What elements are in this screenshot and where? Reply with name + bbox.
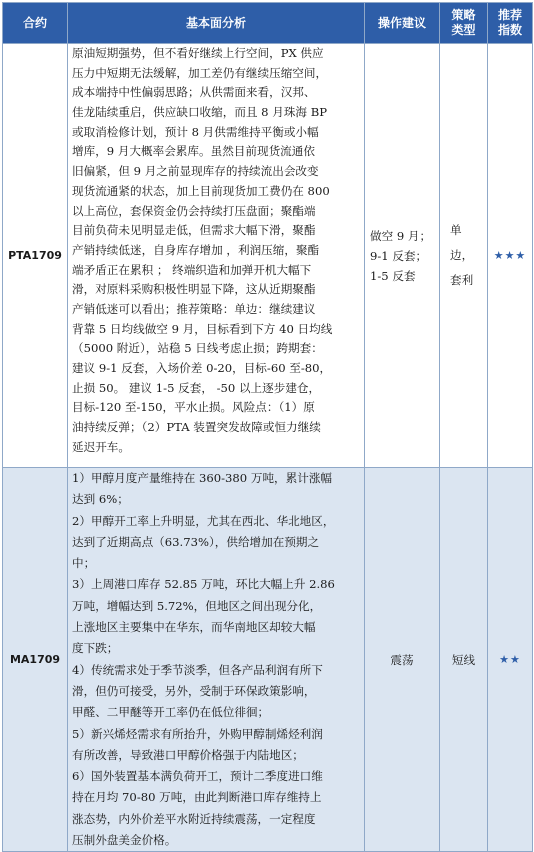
strategy-type-line: 套利 (450, 273, 474, 287)
header-rating (488, 3, 533, 44)
contract-cell: MA1709 (3, 468, 68, 852)
analysis-line: 产销持续低迷，自身库存增加 ，利润压缩，聚酯 (72, 242, 320, 257)
operation-line: 9-1 反套； (370, 248, 428, 263)
analysis-line: 油持续反弹；（2）PTA 装置突发故障或恒力继续 (72, 420, 321, 435)
operation-cell (365, 44, 440, 468)
analysis-line: 涨态势，内外价差平水附近持续震荡，一定程度 (72, 811, 316, 826)
operation-cell: 震荡 (365, 468, 440, 852)
analysis-line: 度下跌； (72, 641, 119, 656)
analysis-cell (68, 44, 365, 468)
header-strategy-type (440, 3, 488, 44)
header-rating-line2: 指数 (497, 23, 522, 37)
analysis-line: 产销低迷可以看出；推荐策略：单边：继续建议 (72, 301, 316, 316)
rating-stars: ★★★ (488, 44, 533, 468)
header-strategy-type-line2: 类型 (451, 23, 476, 37)
analysis-line: 背靠 5 日均线做空 9 月，目标看到下方 40 日均线 (72, 321, 333, 336)
analysis-line: 5）新兴烯烃需求有所抬升，外购甲醇制烯烃利润 (72, 726, 323, 741)
analysis-line: 3）上周港口库存 52.85 万吨，环比大幅上升 2.86 (72, 577, 335, 592)
analysis-line: 压力中短期无法缓解，加工差仍有继续压缩空间， (72, 65, 328, 80)
analysis-line: 成本端持中性偏弱思路；从供需面来看，汉邦、 (72, 85, 316, 100)
strategy-type-cell (440, 44, 488, 468)
analysis-line: 有所改善，导致港口甲醇价格强于内陆地区； (72, 747, 304, 762)
analysis-line: 1）甲醇月度产量维持在 360-380 万吨，累计涨幅 (72, 471, 333, 485)
analysis-line: 佳龙陆续重启，供应缺口收缩，而且 8 月珠海 BP (72, 105, 328, 120)
analysis-line: 延迟开车。 (72, 439, 130, 454)
analysis-line: 目标-120 至-150，平水止损。风险点：（1）原 (72, 400, 315, 415)
operation-line: 做空 9 月； (370, 228, 432, 243)
analysis-line: 2）甲醇开工率上升明显，尤其在西北、华北地区， (72, 513, 335, 528)
analysis-line: 增库，9 月大概率会累库。虽然目前现货流通依 (72, 144, 315, 159)
rating-stars: ★★ (488, 468, 533, 852)
operation-line: 1-5 反套 (370, 268, 416, 283)
analysis-line: （5000 附近），站稳 5 日线考虑止损；跨期套： (72, 341, 323, 356)
analysis-line: 建议 9-1 反套，入场价差 0-20，目标-60 至-80， (72, 361, 332, 375)
analysis-line: 持在月均 70-80 万吨，由此判断港口库存维持上 (72, 790, 322, 805)
analysis-line: 以上高位，套保资金仍会持续打压盘面；聚酯端 (72, 203, 316, 218)
analysis-line: 达到了近期高点（63.73%），供给增加在预期之 (72, 534, 320, 549)
header-contract: 合约 (3, 3, 68, 44)
header-rating-line1: 推荐 (497, 8, 522, 22)
analysis-line: 止损 50。 建议 1-5 反套， -50 以上逐步建仓， (72, 380, 321, 395)
header-analysis: 基本面分析 (68, 3, 365, 44)
analysis-line: 甲醛、二甲醚等开工率仍在低位徘徊； (72, 705, 270, 720)
table-row-pta1709 (3, 44, 533, 468)
strategy-type-line: 单 (450, 223, 462, 237)
strategy-type-line: 边， (450, 248, 474, 262)
analysis-line: 旧偏紧，但 9 月之前显现库存的持续流出会改变 (72, 164, 319, 179)
analysis-line: 4）传统需求处于季节淡季，但各产品利润有所下 (72, 662, 323, 677)
header-strategy-type-line1: 策略 (451, 8, 476, 22)
analysis-line: 端矛盾正在累积 ； 终端织造和加弹开机大幅下 (72, 262, 312, 277)
analysis-cell (68, 468, 365, 852)
analysis-line: 万吨，增幅达到 5.72%，但地区之间出现分化， (72, 598, 322, 613)
recommendation-table (2, 2, 533, 852)
analysis-line: 滑，但仍可接受，另外，受制于环保政策影响， (72, 683, 316, 698)
header-row (3, 3, 533, 44)
contract-cell: PTA1709 (3, 44, 68, 468)
analysis-line: 或取消检修计划，预计 8 月供需维持平衡或小幅 (72, 124, 319, 139)
strategy-type-cell: 短线 (440, 468, 488, 852)
analysis-line: 现货流通紧的状态，加上目前现货加工费仍在 800 (72, 183, 330, 198)
analysis-line: 目前负荷未见明显走低，但需求大幅下滑，聚酯 (72, 223, 316, 238)
table-row-ma1709 (3, 468, 533, 852)
analysis-line: 压制外盘美金价格。 (72, 833, 177, 848)
analysis-line: 6）国外装置基本满负荷开工，预计二季度进口维 (72, 769, 323, 784)
analysis-line: 原油短期强势，但不看好继续上行空间，PX 供应 (72, 46, 324, 60)
analysis-line: 中； (72, 556, 96, 571)
analysis-line: 上涨地区主要集中在华东，而华南地区却较大幅 (72, 620, 316, 635)
analysis-line: 滑，对原料采购积极性明显下降，这从近期聚酯 (72, 282, 316, 297)
header-operation: 操作建议 (365, 3, 440, 44)
analysis-line: 达到 6%； (72, 492, 129, 507)
